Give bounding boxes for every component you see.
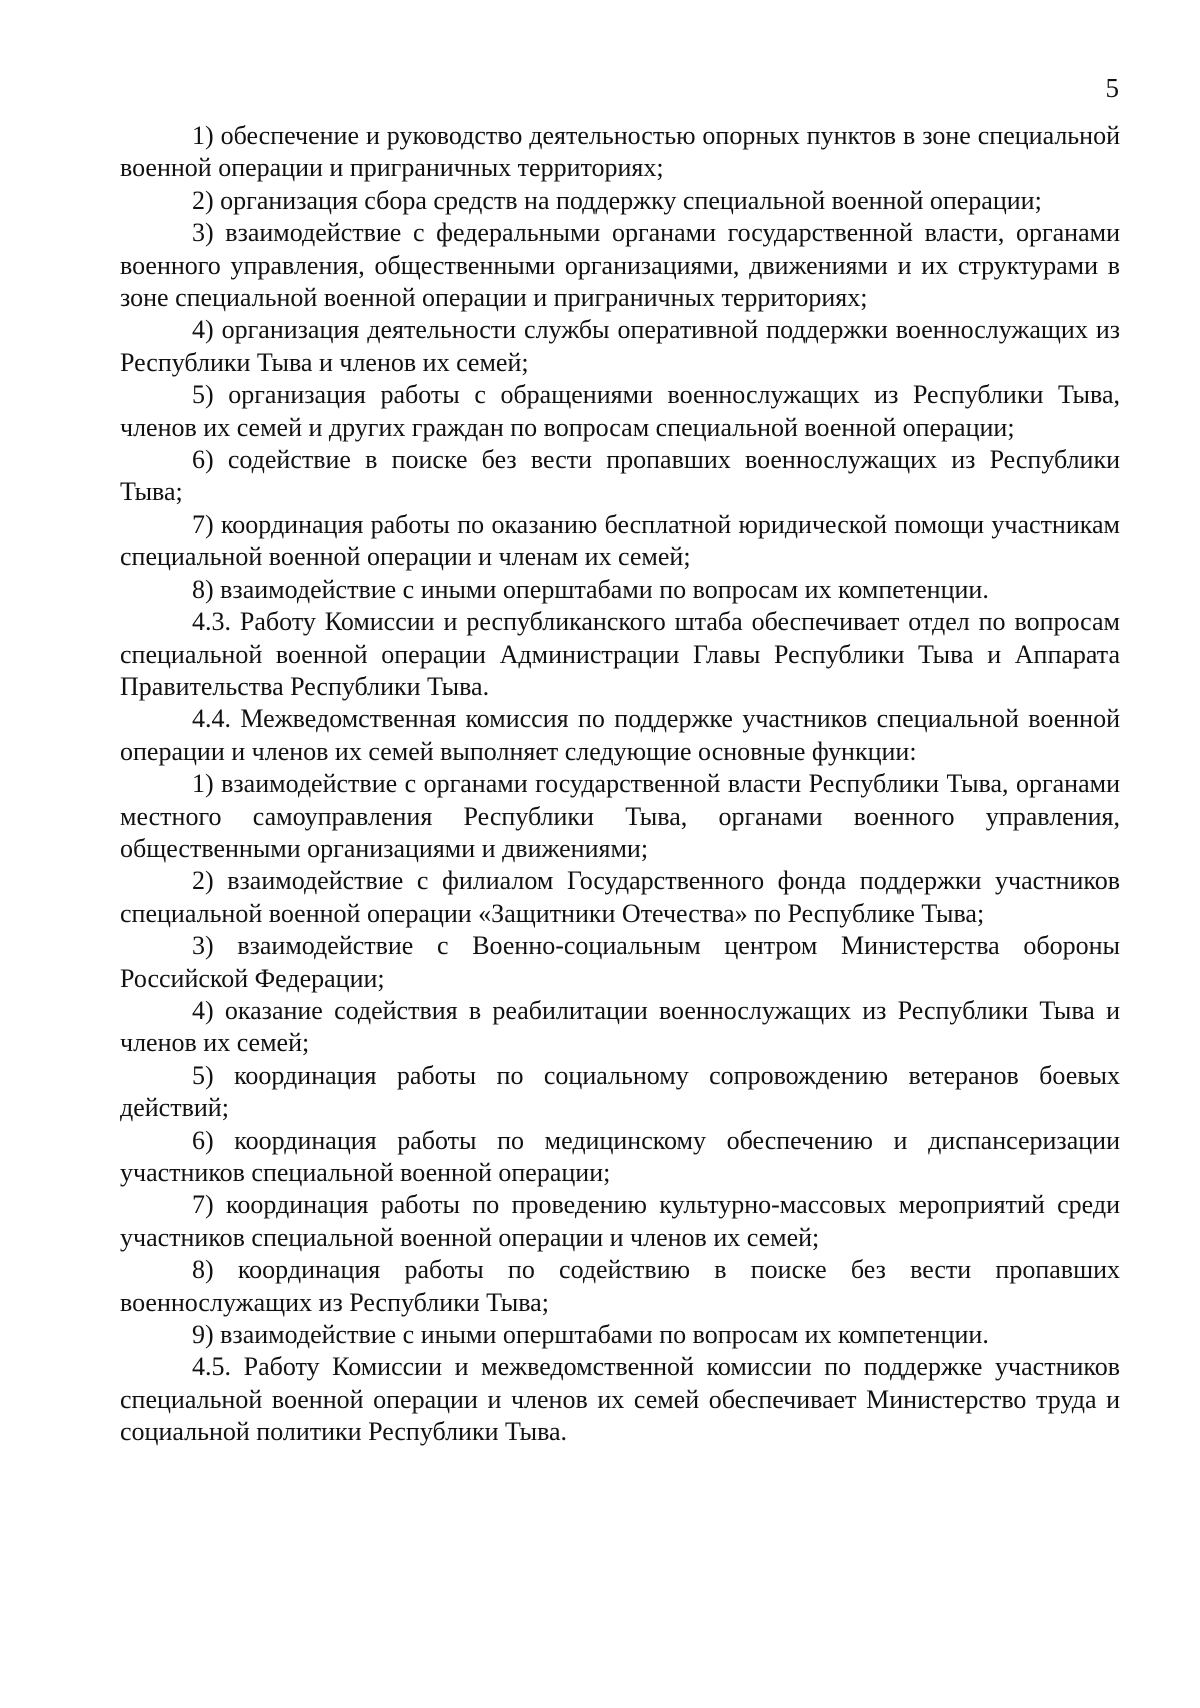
paragraph: 1) обеспечение и руководство деятельностью опорных пунктов в зоне специальной военной операции и приграничных территориях; (120, 121, 1120, 183)
paragraph: 1) взаимодействие с органами государственной власти Республики Тыва, органами местного самоуправления Республики Тыва, органами военного управления, общественными организациями и движениями; (120, 769, 1120, 863)
paragraph: 3) взаимодействие с федеральными органами государственной власти, органами военного управления, общественными организациями, движениями и их структурами в зоне специальной военной операции и приграничных территориях; (120, 218, 1120, 313)
paragraph: 7) координация работы по оказанию бесплатной юридической помощи участникам специальной военной операции и членам их семей; (120, 509, 1120, 572)
paragraph: 6) координация работы по медицинскому обеспечению и диспансеризации участников специальной военной операции; (120, 1125, 1120, 1187)
paragraph: 2) организация сбора средств на поддержку специальной военной операции; (192, 185, 1042, 215)
paragraph: 2) взаимодействие с филиалом Государственного фонда поддержки участников специальной военной операции «Защитники Отечества» по Республике Тыва; (120, 866, 1120, 928)
paragraph: 9) взаимодействие с иными оперштабами по вопросам их компетенции. (192, 1320, 989, 1350)
paragraph: 6) содействие в поиске без вести пропавших военнослужащих из Республики Тыва; (120, 445, 1120, 507)
paragraph: 4.4. Межведомственная комиссия по поддержке участников специальной военной операции и членов их семей выполняет следующие основные функции: (120, 704, 1120, 766)
paragraph: 7) координация работы по проведению культурно-массовых мероприятий среди участников специальной военной операции и членов их семей; (120, 1190, 1120, 1252)
paragraph: 8) координация работы по содействию в поиске без вести пропавших военнослужащих из Республики Тыва; (120, 1255, 1120, 1317)
paragraph: 8) взаимодействие с иными оперштабами по вопросам их компетенции. (192, 574, 989, 604)
page-number: 5 (1105, 73, 1119, 103)
paragraph: 4) организация деятельности службы оперативной поддержки военнослужащих из Республики Тыва и членов их семей; (120, 315, 1120, 377)
document-body (120, 120, 1120, 1449)
paragraph: 4) оказание содействия в реабилитации военнослужащих из Республики Тыва и членов их семей; (120, 995, 1120, 1058)
paragraph: 5) координация работы по социальному сопровождению ветеранов боевых действий; (120, 1060, 1120, 1123)
paragraph: 3) взаимодействие с Военно-социальным центром Министерства обороны Российской Федерации; (120, 931, 1120, 993)
paragraph: 4.3. Работу Комиссии и республиканского штаба обеспечивает отдел по вопросам специальной военной операции Администрации Главы Республики Тыва и Аппарата Правительства Республики Тыва. (120, 607, 1120, 701)
paragraph: 4.5. Работу Комиссии и межведомственной комиссии по поддержке участников специальной военной операции и членов их семей обеспечивает Министерство труда и социальной политики Республики Тыва. (120, 1352, 1120, 1447)
paragraph: 5) организация работы с обращениями военнослужащих из Республики Тыва, членов их семей и других граждан по вопросам специальной военной операции; (120, 380, 1120, 442)
